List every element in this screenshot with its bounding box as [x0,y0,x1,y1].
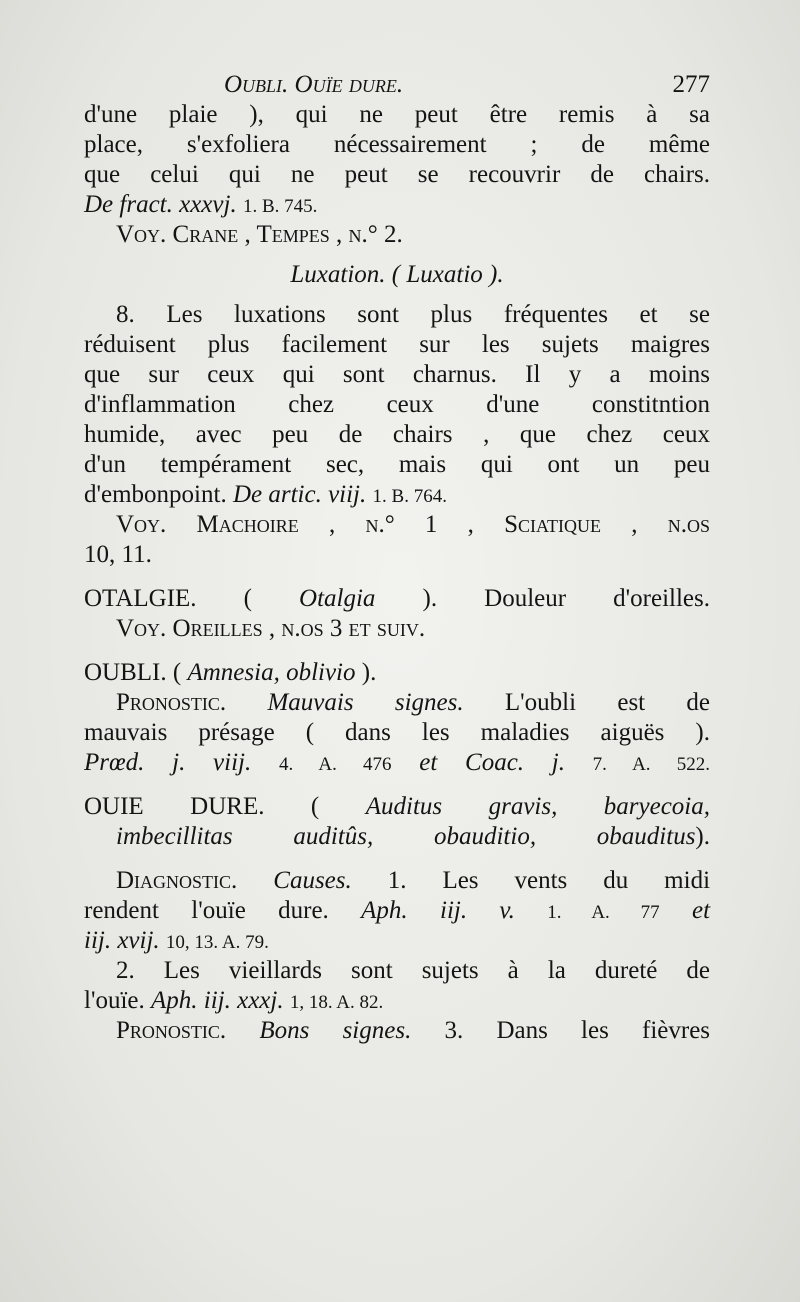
citation: De artic. viij. [232,481,367,508]
text-line: réduisent plus facilement sur les sujets maigres [84,331,710,358]
subheading-luxation: Luxation. ( Luxatio ). [290,261,504,288]
text-line [84,866,710,896]
latin-term: imbecillitas auditûs, obauditio, obauditus [116,823,696,850]
text-line [84,480,710,510]
reference: 1. A. 77 [547,902,660,923]
latin-term: Otalgia [299,585,376,612]
text-line [84,1016,710,1046]
text-line: humide, avec peu de chairs , que chez ceux [84,421,710,448]
text-fragment: 3. Dans les fièvres [444,1017,711,1044]
reference: 7. A. 522. [592,754,711,775]
running-header [84,70,710,100]
definition: ). Douleur d'oreilles. [422,585,711,612]
citation: et Coac. j. [419,749,565,776]
reference: 10, 13. A. 79. [165,932,269,953]
cross-reference: Voy. Oreilles , n.os 3 et suiv. [116,615,426,642]
reference: 1. B. 745. [242,196,318,217]
section-label: Diagnostic. [116,867,238,894]
text-line: 10, 11. [84,541,152,568]
text-line: d'une plaie ), qui ne peut être remis à sa [84,101,710,128]
section-label: Pronostic. [116,1017,227,1044]
latin-term: Auditus gravis, baryecoia, [365,793,711,820]
text-fragment: ). [361,659,377,686]
text-line [84,822,710,852]
citation: Prœd. j. viij. [84,749,252,776]
reference: 1. B. 764. [372,486,447,507]
cross-reference: Voy. Machoire , n.° 1 , Sciatique , n.os [116,511,710,538]
citation: Aph. iij. v. [361,897,515,924]
text-line: place, s'exfoliera nécessairement ; de même [84,131,710,158]
text-fragment: L'oubli est de [504,689,711,716]
text-line: mauvais présage ( dans les maladies aiguës ). [84,719,710,746]
page-text [84,70,710,1046]
entry-otalgie [84,584,710,614]
text-line [84,748,710,778]
text-fragment: l'ouïe. [84,987,145,1014]
subsection-label: Bons signes. [259,1017,412,1044]
cross-reference: Voy. Crane , Tempes , n.° 2. [116,221,403,248]
text-line: 8. Les luxations sont plus fréquentes et se [116,301,710,328]
text-fragment: rendent l'ouïe dure. [84,897,329,924]
latin-term: Amnesia, oblivio [187,659,356,686]
text-line [84,896,710,926]
text-line: d'un tempérament sec, mais qui ont un peu [84,451,710,478]
entry-head: OUIE DURE. ( [84,793,320,820]
reference: 4. A. 476 [278,754,392,775]
section-label: Pronostic. [116,689,227,716]
text-fragment: d'embonpoint. [84,481,227,508]
text-line: que sur ceux qui sont charnus. Il y a moins [84,361,710,388]
text-line: d'inflammation chez ceux d'une constitntion [84,391,710,418]
citation: Aph. iij. xxxj. [151,987,284,1014]
entry-oubli [84,658,710,688]
text-line: 2. Les vieillards sont sujets à la dureté de [116,957,710,984]
text-fragment: ). [695,823,710,850]
citation: De fract. xxxvj. [84,191,237,218]
entry-ouie-dure [84,792,710,822]
entry-head: OUBLI. ( [84,659,182,686]
text-line [84,986,710,1016]
text-line: que celui qui ne peut se recouvrir de chairs. [84,161,710,188]
subsection-label: Causes. [273,867,352,894]
text-line [84,190,710,220]
conjunction: et [691,897,711,924]
subsection-label: Mauvais signes. [267,689,464,716]
page-number: 277 [672,71,710,98]
text-fragment: 1. Les vents du midi [387,867,711,894]
entry-head: OTALGIE. ( [84,585,252,612]
reference: 1, 18. A. 82. [289,992,384,1013]
running-title: Oubli. Ouïe dure. [224,71,404,98]
citation: iij. xvij. [84,927,160,954]
text-line [84,926,710,956]
text-line [84,688,710,718]
